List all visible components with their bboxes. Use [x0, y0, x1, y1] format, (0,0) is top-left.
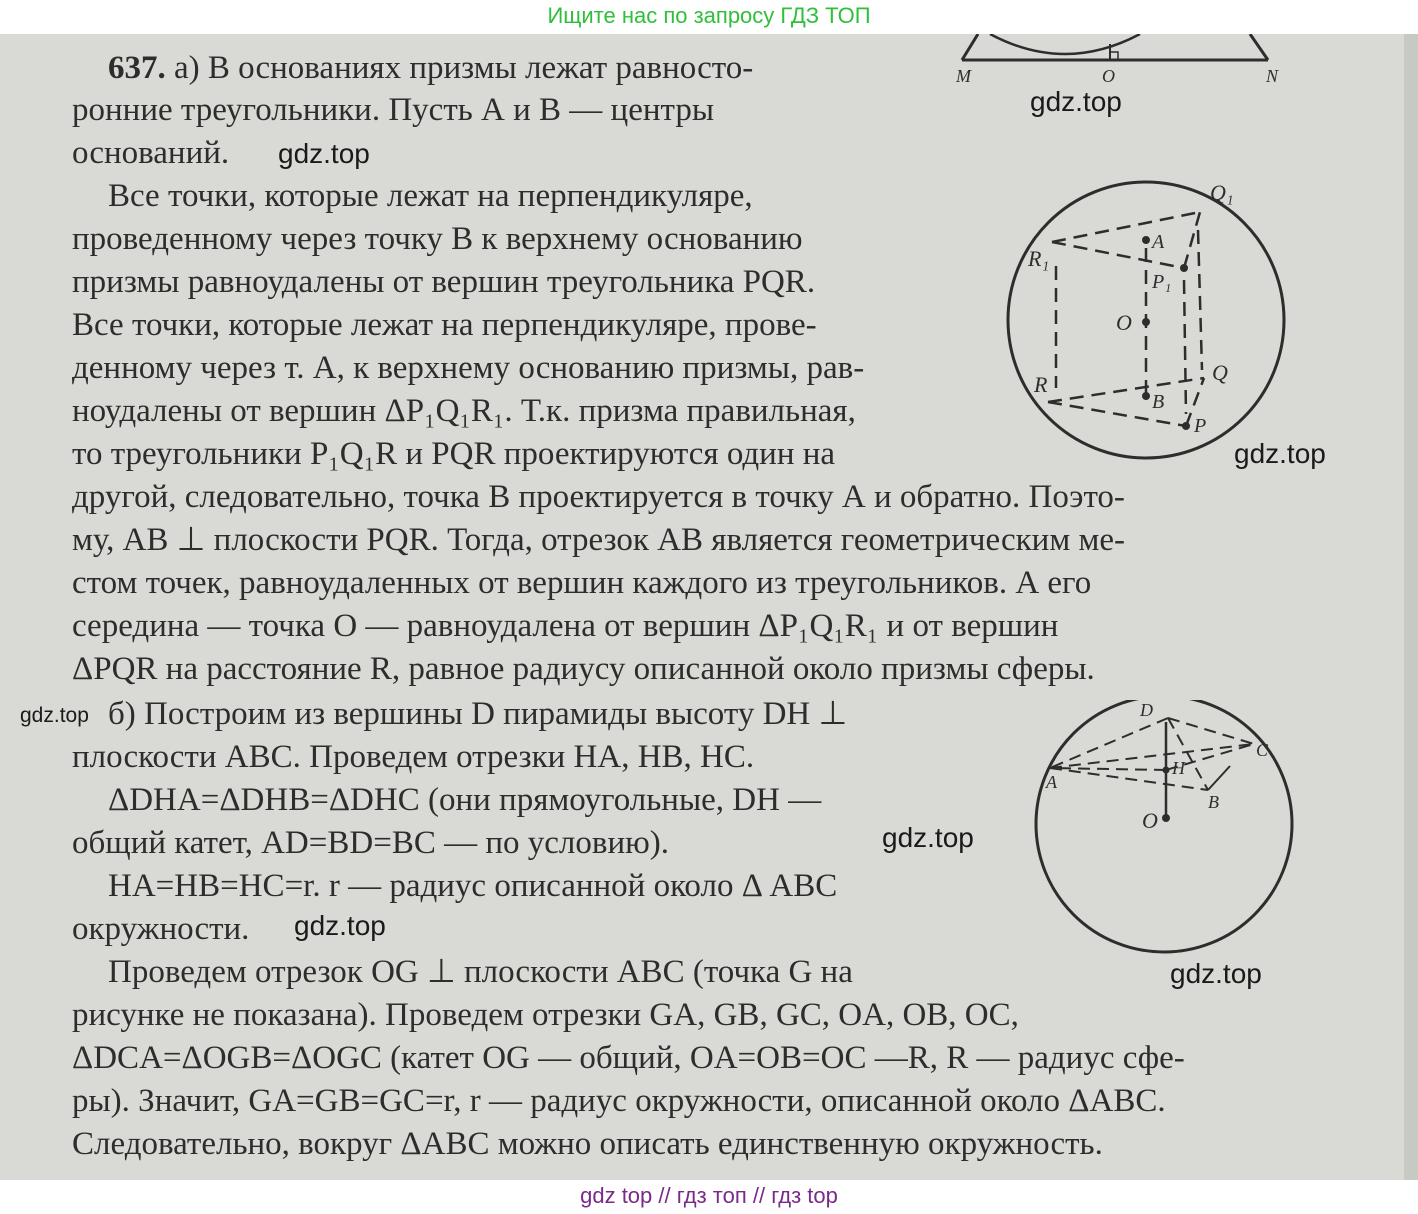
paragraph-b-line-4: общий катет, AD=BD=BC — по условию). [72, 825, 670, 861]
paragraph-a-line-2: ронние треугольники. Пусть А и В — центры [72, 92, 715, 128]
paragraph-b-line-11: Следовательно, вокруг ΔABC можно описать единственную окружность. [72, 1126, 1103, 1162]
paragraph-a-line-14: середина — точка О — равноудалена от вершин ΔP₁Q₁R₁ и от вершин [72, 608, 1059, 644]
watermark-7: gdz.top [1170, 958, 1262, 989]
paragraph-a-line-1 [108, 48, 753, 88]
paragraph-a-line-6: призмы равноудалены от вершин треугольника PQR. [72, 264, 816, 300]
paragraph-a-line-11: другой, следовательно, точка В проектируется в точку А и обратно. Поэто- [72, 479, 1125, 515]
figure2-label-b: B [1208, 792, 1219, 812]
paragraph-a-line-3: оснований. [72, 135, 230, 171]
figure1-label-b: B [1152, 391, 1165, 413]
paragraph-b-line-5: HA=HB=HC=r. r — радиус описанной около Δ ABC [108, 868, 838, 904]
paragraph-a-line-4: Все точки, которые лежат на перпендикуляре, [108, 178, 753, 214]
page-edge [1404, 34, 1418, 1180]
paragraph-a-line-9: ноудалены от вершин ΔP₁Q₁R₁. Т.к. призма правильная, [72, 393, 856, 429]
figure1-label-r: R [1034, 372, 1048, 397]
search-banner: Ищите нас по запросу ГДЗ ТОП [547, 3, 871, 28]
figure1-label-q: Q [1212, 360, 1228, 385]
figure1-label-p: P [1194, 415, 1207, 437]
figure1-label-r1: R₁ [1028, 246, 1050, 271]
figure2-label-o: O [1142, 808, 1158, 833]
figure2-label-h: H [1172, 758, 1185, 778]
watermark-5: gdz.top [882, 822, 974, 853]
figure2-label-d: D [1140, 700, 1153, 720]
paragraph-b-line-1: б) Построим из вершины D пирамиды высоту DH ⊥ [108, 696, 848, 732]
figure-top-label-n: N [1266, 66, 1279, 86]
watermark-1: gdz.top [1030, 86, 1122, 117]
figure2-label-c: C [1256, 740, 1269, 760]
watermark-2: gdz.top [278, 138, 370, 169]
paragraph-b-line-2: плоскости АВС. Проведем отрезки НА, НВ, НС. [72, 739, 755, 775]
paragraph-a-line-10: то треугольники P₁Q₁R и PQR проектируются один на [72, 436, 836, 472]
paragraph-a-line-8: денному через т. А, к верхнему основанию призмы, рав- [72, 350, 865, 386]
figure1-label-a: A [1152, 231, 1165, 253]
figure-pyramid-in-sphere [1030, 700, 1310, 960]
figure2-label-a: A [1046, 772, 1057, 792]
paragraph-a-line-7: Все точки, которые лежат на перпендикуляре, прове- [72, 307, 817, 343]
figure-prism-in-sphere [1000, 170, 1300, 470]
paragraph-b-line-10: ры). Значит, GA=GB=GC=r, r — радиус окружности, описанной около ΔABC. [72, 1083, 1166, 1119]
watermark-6: gdz.top [294, 910, 386, 941]
footer-links: gdz top // гдз топ // гдз top [580, 1183, 838, 1208]
figure-top-label-m: M [956, 66, 971, 86]
figure1-label-p1: P₁ [1152, 271, 1172, 293]
paragraph-b-line-9: ΔDCA=ΔOGB=ΔOGC (катет OG — общий, OA=OB=OC —R, R — радиус сфе- [72, 1040, 1185, 1076]
watermark-4: gdz.top [20, 704, 89, 727]
paragraph-a-line-15: ΔPQR на расстояние R, равное радиусу описанной около призмы сферы. [72, 651, 1095, 687]
paragraph-a-line-13: стом точек, равноудаленных от вершин каждого из треугольников. А его [72, 565, 1092, 601]
figure1-label-o: O [1116, 310, 1132, 335]
paragraph-a-line-12: му, АВ ⊥ плоскости PQR. Тогда, отрезок АВ является геометрическим ме- [72, 522, 1125, 558]
figure1-label-q1: Q₁ [1210, 180, 1234, 205]
paragraph-b-line-3: ΔDHA=ΔDHB=ΔDHC (они прямоугольные, DH — [108, 782, 822, 818]
figure-top-partial [950, 34, 1290, 90]
figure-top-label-o: O [1102, 66, 1115, 86]
paragraph-b-line-6: окружности. [72, 911, 250, 947]
line-1-text: а) В основаниях призмы лежат равносто- [174, 50, 754, 86]
problem-number: 637. [108, 50, 166, 86]
paragraph-b-line-8: рисунке не показана). Проведем отрезки GA, GB, GC, OA, OB, OC, [72, 997, 1019, 1033]
watermark-3: gdz.top [1234, 438, 1326, 469]
paragraph-a-line-5: проведенному через точку В к верхнему основанию [72, 221, 803, 257]
paragraph-b-line-7: Проведем отрезок OG ⊥ плоскости АВС (точка G на [108, 954, 853, 990]
